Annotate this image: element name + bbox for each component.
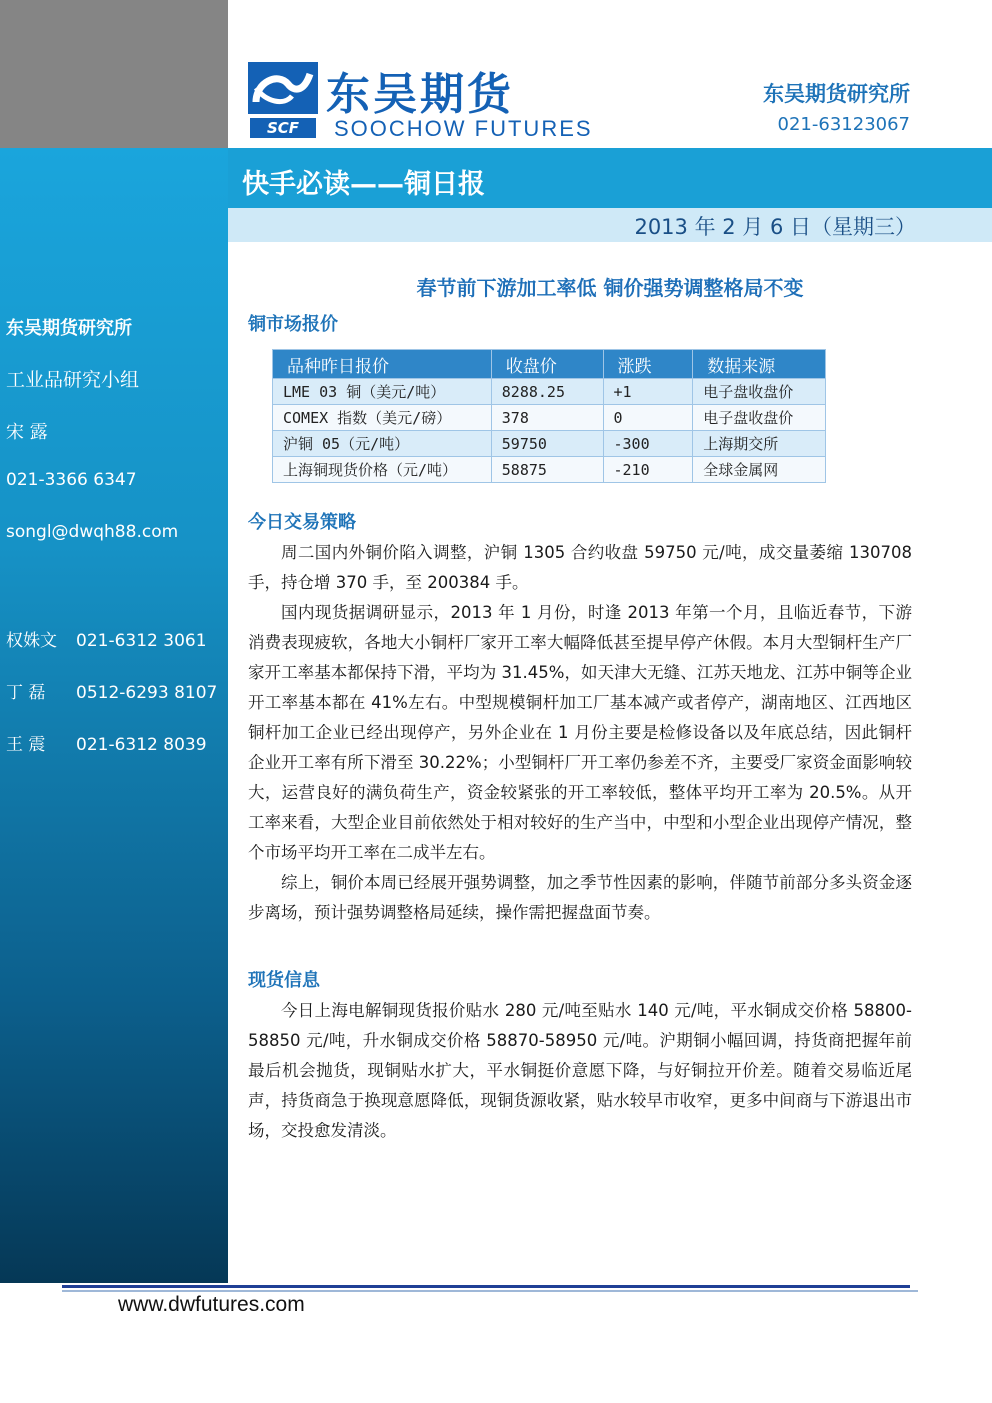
report-headline: 春节前下游加工率低 铜价强势调整格局不变 bbox=[416, 276, 804, 300]
footer-website-link[interactable]: www.dwfutures.com bbox=[118, 1293, 305, 1316]
sidebar-author: 宋 露 bbox=[6, 422, 48, 443]
table-cell: 58875 bbox=[491, 457, 603, 483]
report-date-bar bbox=[228, 208, 992, 242]
institute-phone: 021-63123067 bbox=[777, 114, 910, 135]
spot-heading: 现货信息 bbox=[248, 970, 320, 991]
table-cell: 上海铜现货价格（元/吨） bbox=[273, 457, 492, 483]
table-cell: -300 bbox=[603, 431, 693, 457]
contact-phone: 021-6312 8039 bbox=[76, 735, 207, 755]
sidebar-author-phone: 021-3366 6347 bbox=[6, 470, 137, 490]
table-cell: 电子盘收盘价 bbox=[693, 405, 826, 431]
table-row bbox=[273, 379, 826, 405]
table-cell: LME 03 铜（美元/吨） bbox=[273, 379, 492, 405]
table-row bbox=[273, 405, 826, 431]
institute-name: 东吴期货研究所 bbox=[763, 82, 910, 106]
strategy-paragraph: 周二国内外铜价陷入调整，沪铜 1305 合约收盘 59750 元/吨，成交量萎缩 130708 手，持仓增 370 手，至 200384 手。 bbox=[248, 543, 912, 592]
logo-abbreviation: SCF bbox=[250, 118, 316, 138]
column-header: 数据来源 bbox=[693, 350, 826, 379]
report-title: 快手必读——铜日报 bbox=[242, 169, 485, 200]
company-logo-icon bbox=[248, 62, 318, 114]
table-row bbox=[273, 431, 826, 457]
logo-chinese-name: 东吴期货 bbox=[326, 69, 514, 120]
column-header: 涨跌 bbox=[603, 350, 693, 379]
contact-row bbox=[6, 678, 217, 703]
table-cell: 全球金属网 bbox=[693, 457, 826, 483]
strategy-paragraph: 国内现货据调研显示，2013 年 1 月份，时逢 2013 年第一个月，且临近春节，下游消费表现疲软，各地大小铜杆厂家开工率大幅降低甚至提早停产休假。本月大型铜杆生产厂家开工率基本都保持下滑，平均为 31.45%，如天津大无缝、江苏天地龙、江苏中铜等企业开工率基本都在 41%左右。中型规模铜杆加工厂基本减产或者停产，湖南地区、江西地区铜杆加工企业已经出现停产，另外企业在 1 月份主要是检修设备以及年底总结，因此铜杆企业开工率有所下滑至 30.22%；小型铜杆厂开工率仍参差不齐，主要受厂家资金面影响较大，运营良好的满负荷生产，资金较紧张的开工率较低，整体平均开工率为 20.5%。从开工率来看，大型企业目前依然处于相对较好的生产当中，中型和小型企业出现停产情况，整个市场平均开工率在二成半左右。 bbox=[248, 603, 912, 862]
table-cell: 378 bbox=[491, 405, 603, 431]
footer-divider bbox=[62, 1285, 910, 1288]
table-cell: -210 bbox=[603, 457, 693, 483]
table-cell: 沪铜 05（元/吨） bbox=[273, 431, 492, 457]
contact-name: 王 震 bbox=[6, 735, 46, 755]
contact-name: 丁 磊 bbox=[6, 683, 46, 703]
table-row bbox=[273, 457, 826, 483]
quote-heading: 铜市场报价 bbox=[248, 314, 338, 335]
report-title-bar bbox=[228, 148, 992, 208]
footer-divider-shadow bbox=[62, 1290, 918, 1292]
column-header: 收盘价 bbox=[491, 350, 603, 379]
sidebar-top-block bbox=[0, 0, 228, 148]
contact-name: 权姝文 bbox=[6, 631, 57, 651]
report-date: 2013 年 2 月 6 日（星期三） bbox=[634, 215, 916, 239]
table-cell: COMEX 指数（美元/磅） bbox=[273, 405, 492, 431]
table-cell: 59750 bbox=[491, 431, 603, 457]
sidebar-email[interactable]: songl@dwqh88.com bbox=[6, 522, 179, 542]
contact-phone: 021-6312 3061 bbox=[76, 631, 207, 651]
logo-english-name: SOOCHOW FUTURES bbox=[334, 116, 593, 141]
table-cell: 上海期交所 bbox=[693, 431, 826, 457]
table-cell: 8288.25 bbox=[491, 379, 603, 405]
contact-row bbox=[6, 626, 207, 651]
spot-paragraph: 今日上海电解铜现货报价贴水 280 元/吨至贴水 140 元/吨，平水铜成交价格 58800-58850 元/吨，升水铜成交价格 58870-58950 元/吨。沪期铜小幅回调，持货商把握年前最后机会抛货，现铜贴水扩大，平水铜挺价意愿下降，与好铜拉开价差。随着交易临近尾声，持货商急于换现意愿降低，现铜货源收紧，贴水较早市收窄，更多中间商与下游退出市场，交投愈发清淡。 bbox=[248, 1001, 912, 1140]
sidebar-org: 东吴期货研究所 bbox=[6, 318, 132, 339]
table-cell: 电子盘收盘价 bbox=[693, 379, 826, 405]
sidebar-group: 工业品研究小组 bbox=[6, 369, 140, 391]
strategy-paragraph: 综上，铜价本周已经展开强势调整，加之季节性因素的影响，伴随节前部分多头资金逐步离场，预计强势调整格局延续，操作需把握盘面节奏。 bbox=[248, 873, 912, 922]
contact-phone: 0512-6293 8107 bbox=[76, 683, 218, 703]
contact-row bbox=[6, 730, 207, 755]
table-header-row bbox=[273, 350, 826, 379]
table-cell: 0 bbox=[603, 405, 693, 431]
column-header: 品种昨日报价 bbox=[273, 350, 492, 379]
quote-table bbox=[272, 349, 826, 483]
strategy-heading: 今日交易策略 bbox=[248, 512, 356, 533]
table-cell: +1 bbox=[603, 379, 693, 405]
